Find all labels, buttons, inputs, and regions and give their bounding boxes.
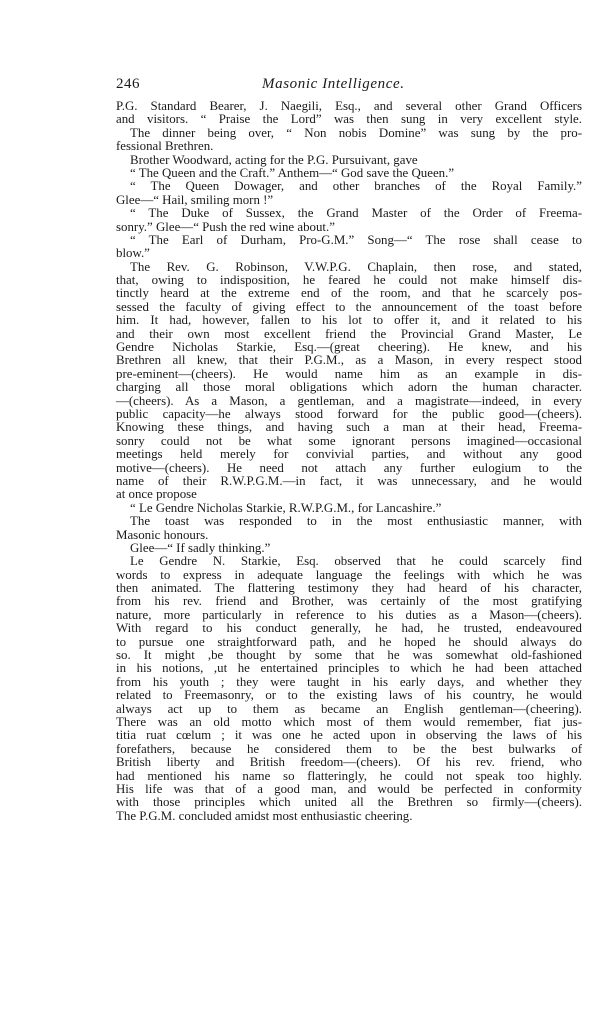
- text-line: and their own most excellent friend the Provincial Grand Master, Le: [116, 326, 582, 341]
- text-line: —(cheers). As a Mason, a gentleman, and a magistrate—indeed, in every: [116, 393, 582, 408]
- page-header: [116, 76, 504, 96]
- text-line: forefathers, because he considered them to be the best bulwarks of: [116, 741, 582, 756]
- text-line: and visitors. “ Praise the Lord” was then sung in very excellent style.: [116, 112, 582, 127]
- text-line: always act up to them as became an English gentleman—(cheering).: [116, 701, 582, 716]
- text-line: Masonic honours.: [116, 527, 209, 542]
- text-line: had mentioned his name so flatteringly, he could not speak too highly.: [116, 768, 582, 783]
- text-line: “ The Queen Dowager, and other branches of the Royal Family.”: [130, 179, 582, 194]
- text-line: The Rev. G. Robinson, V.W.P.G. Chaplain, then rose, and stated,: [130, 259, 582, 274]
- text-line: public capacity—he always stood forward for the public good—(cheers).: [116, 406, 582, 421]
- text-line: P.G. Standard Bearer, J. Naegili, Esq., and several other Grand Officers: [116, 99, 582, 113]
- text-line: meetings held merely for convivial parties, and without any good: [116, 447, 582, 462]
- text-line: that, owing to indisposition, he feared he could not make himself dis-: [116, 273, 582, 288]
- text-line: Knowing these things, and having such a man at their head, Freema-: [116, 420, 582, 435]
- text-line: Glee—“ If sadly thinking.”: [130, 540, 271, 555]
- text-line: blow.”: [116, 246, 150, 261]
- text-line: motive—(cheers). He need not attach any further eulogium to the: [116, 460, 582, 475]
- text-line: from his youth ; they were taught in his early days, and whether they: [116, 674, 582, 689]
- text-line: in his notions, ,ut he entertained principles to which he had been attached: [116, 661, 582, 676]
- article-body: [116, 100, 582, 823]
- text-line: to pursue one straightforward path, and he hoped he should always do: [116, 634, 582, 649]
- text-line: pre-eminent—(cheers). He would name him as an example in dis-: [116, 366, 582, 381]
- text-line: related to Freemasonry, or to the existing laws of his country, he would: [116, 688, 582, 703]
- text-line: sessed the faculty of giving effect to the announcement of the toast before: [116, 299, 582, 314]
- text-line: There was an old motto which most of them would remember, fiat jus-: [116, 714, 582, 729]
- text-line: sonry could not be what some ignorant persons imagined—occasional: [116, 433, 582, 448]
- text-line: With regard to his conduct generally, he had, he trusted, endeavoured: [116, 621, 582, 636]
- text-line: “ Le Gendre Nicholas Starkie, R.W.P.G.M., for Lancashire.”: [130, 500, 442, 515]
- page-number: 246: [116, 76, 140, 92]
- text-line: His life was that of a good man, and would be perfected in conformity: [116, 781, 582, 796]
- text-line: Gendre Nicholas Starkie, Esq.—(great cheering). He knew, and his: [116, 340, 582, 355]
- text-line: tinctly heard at the extreme end of the room, and that he scarcely pos-: [116, 286, 582, 301]
- text-line: titia ruat cœlum ; it was one he acted upon in observing the laws of his: [116, 728, 582, 743]
- text-line: from his rev. friend and Brother, was certainly of the most gratifying: [116, 594, 582, 609]
- text-line: with those principles which united all the Brethren so firmly—(cheers).: [116, 795, 582, 810]
- text-line: so. It might ,be thought by some that he was somewhat old-fashioned: [116, 648, 582, 663]
- text-line: charging all those moral obligations which adorn the human character.: [116, 380, 582, 395]
- text-line: name of their R.W.P.G.M.—in fact, it was unnecessary, and he would: [116, 473, 582, 488]
- text-line: Brother Woodward, acting for the P.G. Pursuivant, gave: [130, 152, 418, 167]
- text-line: “ The Queen and the Craft.” Anthem—“ God save the Queen.”: [130, 165, 455, 180]
- text-line: nature, more particularly in reference to his duties as a Mason—(cheers).: [116, 607, 582, 622]
- text-line: British liberty and British freedom—(cheers). Of his rev. friend, who: [116, 755, 582, 770]
- text-line: then animated. The flattering testimony they had heard of his character,: [116, 581, 582, 596]
- text-line: Le Gendre N. Starkie, Esq. observed that he could scarcely find: [130, 554, 582, 569]
- text-line: at once propose: [116, 487, 197, 502]
- text-line: words to express in adequate language the feelings with which he was: [116, 567, 582, 582]
- text-line: The toast was responded to in the most enthusiastic manner, with: [130, 514, 582, 529]
- text-line: sonry.” Glee—“ Push the red wine about.”: [116, 219, 335, 234]
- text-line: Brethren all knew, that their P.G.M., as a Mason, in every respect stood: [116, 353, 582, 368]
- text-line: Glee—“ Hail, smiling morn !”: [116, 192, 274, 207]
- text-line: “ The Duke of Sussex, the Grand Master of the Order of Freema-: [130, 206, 582, 221]
- text-line: The P.G.M. concluded amidst most enthusiastic cheering.: [116, 808, 413, 823]
- text-line: him. It had, however, fallen to his lot to offer it, and it related to his: [116, 313, 582, 328]
- text-line: fessional Brethren.: [116, 139, 214, 154]
- text-line: The dinner being over, “ Non nobis Domine” was sung by the pro-: [130, 125, 582, 140]
- running-title: Masonic Intelligence.: [262, 76, 405, 92]
- text-line: “ The Earl of Durham, Pro-G.M.” Song—“ The rose shall cease to: [130, 232, 582, 247]
